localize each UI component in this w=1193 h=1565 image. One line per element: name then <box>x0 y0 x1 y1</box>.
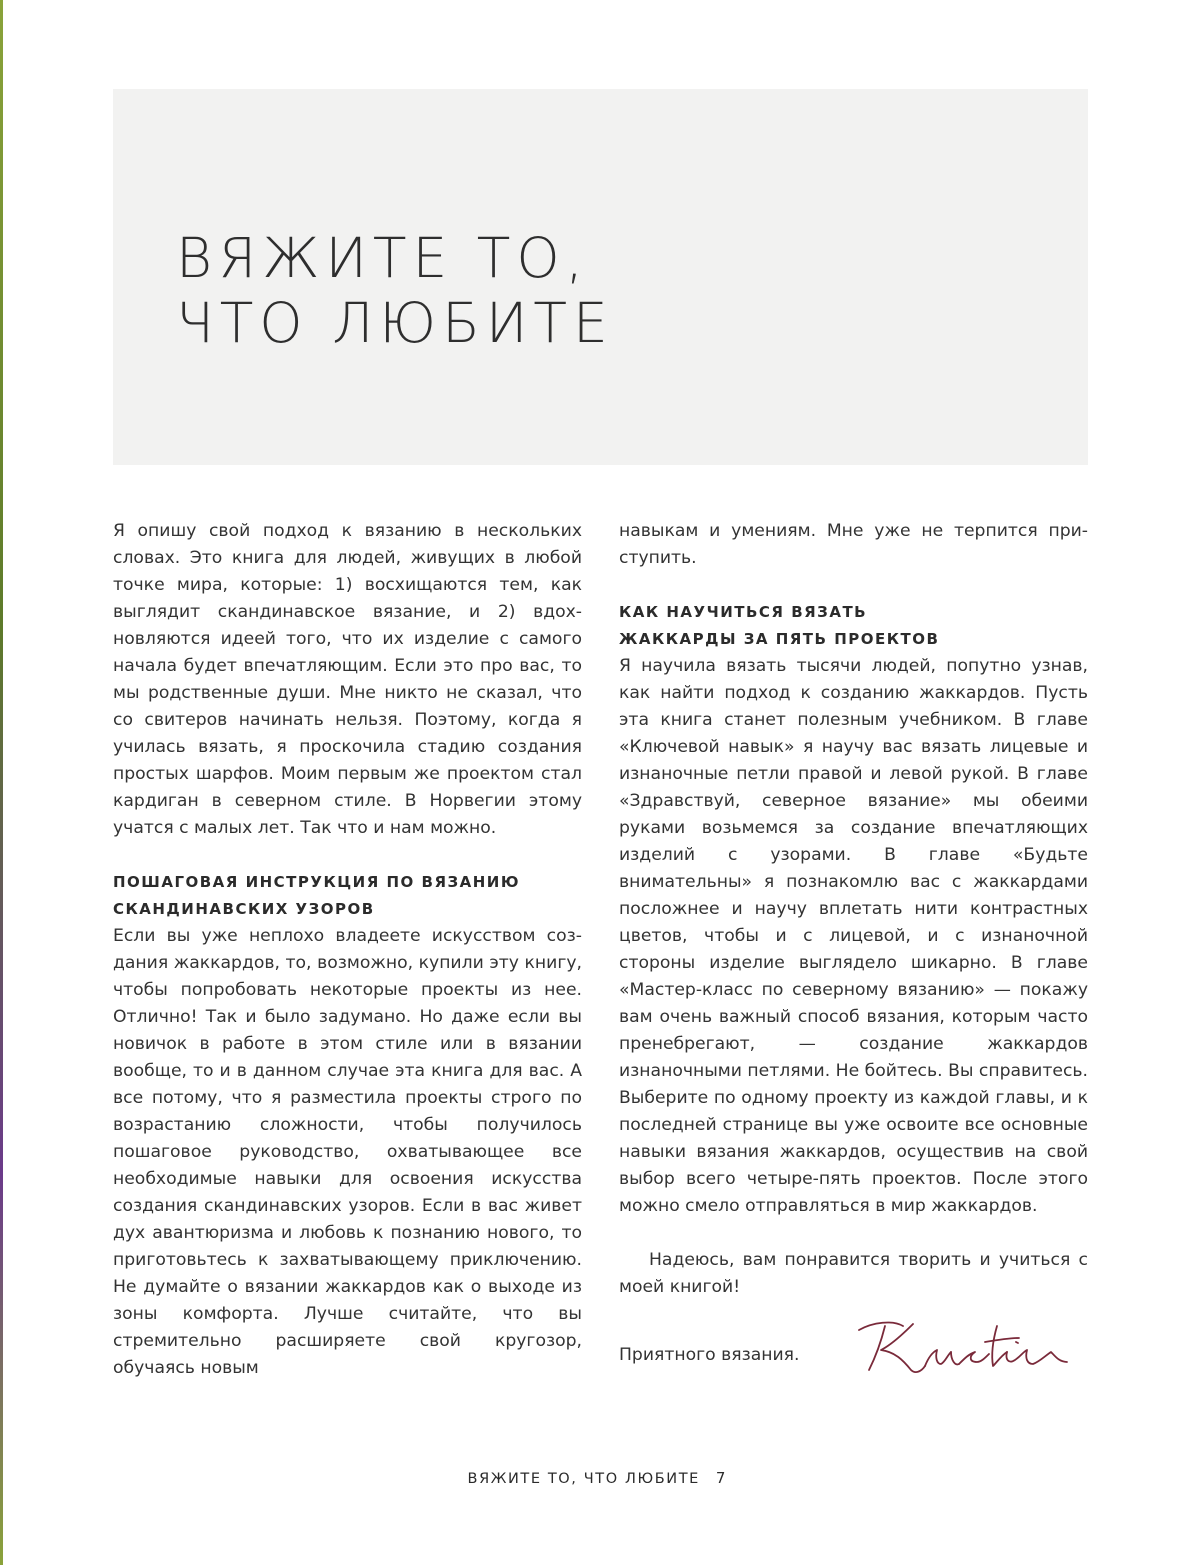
section-heading-line-1: КАК НАУЧИТЬСЯ ВЯЗАТЬ <box>619 603 868 621</box>
signoff-text: Приятного вязания. <box>619 1345 800 1365</box>
section-heading-line-2: ЖАККАРДЫ ЗА ПЯТЬ ПРОЕКТОВ <box>619 630 940 648</box>
section-body-paragraph: Я научила вязать тысячи людей, попутно узнав, как найти подход к созданию жаккардов. Пусть эта книга станет полезным учебником. В главе «Ключевой навык» я научу вас вязать лицевые и изнаночные петли правой и левой рукой. В главе «Здравствуй, северное вязание» мы обеими руками возьмемся за создание впечатляющих изделий с узорами. В главе «Будьте внимательны» я познакомлю вас с жаккардами посложнее и научу вплетать нити контрастных цветов, чтобы и с лицевой, и с изнаночной стороны изделие выглядело шикарно. В главе «Мастер-класс по северному вязанию» — покажу вам очень важный способ вязания, которым часто пренебрегают, — создание жаккардов изнаночными петлями. Не бойтесь. Вы справитесь. Выберите по одному проекту из каждой главы, и к последней странице вы уже освоите все основные навыки вязания жаккардов, осуществив на свой выбор всего четыре-пять проектов. После этого можно смело отправляться в мир жаккардов. <box>619 656 1088 1216</box>
right-column <box>619 518 1088 1382</box>
left-column <box>113 518 582 1382</box>
signoff-row <box>619 1328 1088 1382</box>
closing-paragraph: Надеюсь, вам понравится творить и учиться с моей книгой! <box>619 1250 1088 1297</box>
page-title-line-1: ВЯЖИТЕ ТО, <box>176 226 590 290</box>
page-number: 7 <box>715 1469 726 1487</box>
intro-paragraph: Я опишу свой подход к вязанию в нескольких словах. Это книга для людей, живущих в любой точке мира, которые: 1) восхищаются тем, как выглядит скандинавское вязание, и 2) вдохновляются идеей того, что их изделие с самого начала будет впечатляющим. Если это про вас, то мы родственные души. Мне никто не сказал, что со свитеров начинать нельзя. Поэтому, когда я училась вязать, я проскочила стадию создания простых шарфов. Моим первым же проектом стал кардиган в северном стиле. В Норвегии этому учатся с малых лет. Так что и нам можно. <box>113 521 582 838</box>
page-title-line-2: ЧТО ЛЮБИТЕ <box>176 291 614 355</box>
section-heading-line-1: ПОШАГОВАЯ ИНСТРУКЦИЯ ПО ВЯЗАНИЮ <box>113 873 520 891</box>
page-edge-marker <box>0 0 3 1565</box>
signature-image <box>851 1312 1081 1382</box>
running-title: ВЯЖИТЕ ТО, ЧТО ЛЮБИТЕ <box>467 1471 700 1487</box>
continuation-paragraph: навыкам и умениям. Мне уже не терпится приступить. <box>619 521 1088 568</box>
page-footer <box>0 1469 1193 1487</box>
section-heading-line-2: СКАНДИНАВСКИХ УЗОРОВ <box>113 900 375 918</box>
section-body-paragraph: Если вы уже неплохо владеете искусством создания жаккардов, то, возможно, купили эту книгу, чтобы попробовать некоторые проекты из нее. Отлично! Так и было задумано. Но даже если вы новичок в работе в этом стиле или в вязании вообще, то и в данном случае эта книга для вас. А все потому, что я разместила проекты строго по возрастанию сложности, чтобы получилось пошаговое руководство, охватывающее все необходимые навыки для освоения искусства создания скандинавских узоров. Если в вас живет дух авантюризма и любовь к познанию нового, то приготовьтесь к захватывающему приключению. Не думайте о вязании жаккардов как о выходе из зоны комфорта. Лучше считайте, что вы стремительно расширяете свой кругозор, обучаясь новым <box>113 926 582 1378</box>
